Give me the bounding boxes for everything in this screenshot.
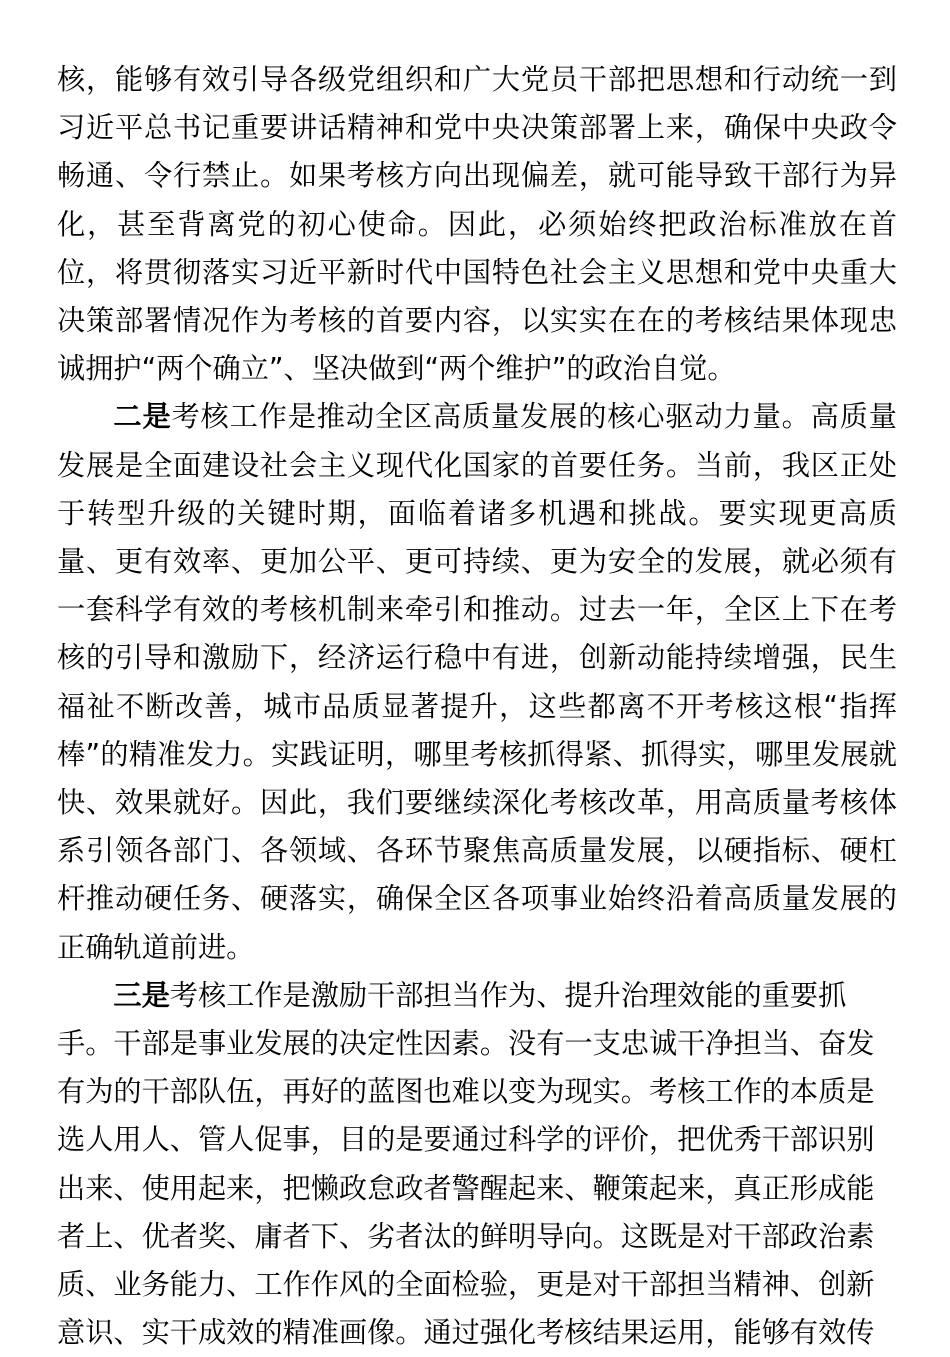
paragraph-lead-label: 三是 [113,978,170,1012]
paragraph-text: 考核工作是推动全区高质量发展的核心驱动力量。高质量发展是全面建设社会主义现代化国家的首要任务。当前，我区正处于转型升级的关键时期，面临着诸多机遇和挑战。要实现更高质量、更有效率、更加公平、更可持续、更为安全的发展，就必须有一套科学有效的考核机制来牵引和推动。过去一年，全区上下在考核的引导和激励下，经济运行稳中有进，创新动能持续增强，民生福祉不断改善，城市品质显著提升，这些都离不开考核这根“指挥棒”的精准发力。实践证明，哪里考核抓得紧、抓得实，哪里发展就快、效果就好。因此，我们要继续深化考核改革，用高质量考核体系引领各部门、各领域、各环节聚焦高质量发展，以硬指标、硬杠杆推动硬任务、硬落实，确保全区各项事业始终沿着高质量发展的正确轨道前进。 [57,400,897,964]
paragraph-second-point [57,393,897,971]
paragraph-third-point [57,972,897,1357]
paragraph-text: 考核工作是激励干部担当作为、提升治理效能的重要抓手。干部是事业发展的决定性因素。没有一支忠诚干净担当、奋发有为的干部队伍，再好的蓝图也难以变为现实。考核工作的本质是选人用人、管人促事，目的是要通过科学的评价，把优秀干部识别出来、使用起来，把懒政怠政者警醒起来、鞭策起来，真正形成能者上、优者奖、庸者下、劣者汰的鲜明导向。这既是对干部政治素质、业务能力、工作作风的全面检验，更是对干部担当精神、创新意识、实干成效的精准画像。通过强化考核结果运用，能够有效传 [57,978,875,1350]
document-text-body [57,56,897,1357]
paragraph-text: 核，能够有效引导各级党组织和广大党员干部把思想和行动统一到习近平总书记重要讲话精神和党中央决策部署上来，确保中央政令畅通、令行禁止。如果考核方向出现偏差，就可能导致干部行为异化，甚至背离党的初心使命。因此，必须始终把政治标准放在首位，将贯彻落实习近平新时代中国特色社会主义思想和党中央重大决策部署情况作为考核的首要内容，以实实在在的考核结果体现忠诚拥护“两个确立”、坚决做到“两个维护”的政治自觉。 [57,63,897,386]
paragraph-continuation [57,56,897,393]
paragraph-lead-label: 二是 [113,400,172,434]
